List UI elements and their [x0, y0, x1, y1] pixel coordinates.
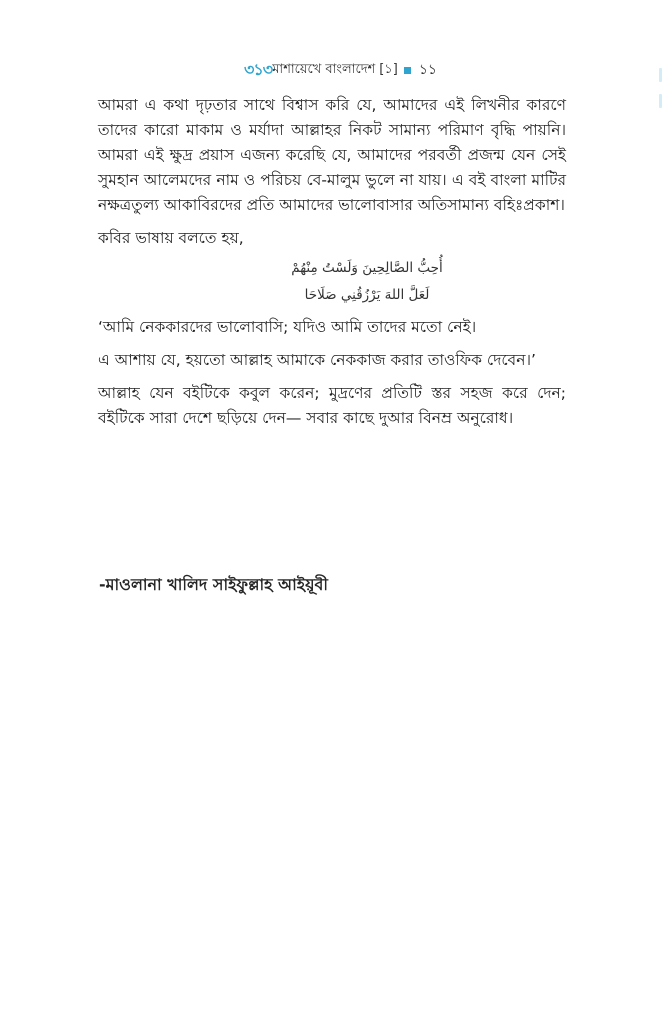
verse-translation-line-1: ‘আমি নেককারদের ভালোবাসি; যদিও আমি তাদের মতো নেই।: [98, 318, 477, 336]
verse-translation-line-2: এ আশায় যে, হয়তো আল্লাহ আমাকে নেককাজ করার তাওফিক দেবেন।’: [98, 351, 536, 369]
edge-tab-mark: [659, 94, 662, 108]
volume-number: [১]: [379, 61, 398, 77]
author-signature: -মাওলানা খালিদ সাইফুল্লাহ আইয়ূবী: [99, 575, 329, 594]
edge-tab-mark: [659, 68, 662, 82]
running-header-inner: [244, 57, 437, 84]
page-body: [98, 93, 566, 431]
arabic-verse-line-1: أُحِبُّ الصَّالِحِينَ وَلَسْتُ مِنْهُمْ: [291, 260, 443, 276]
arabic-verse: [98, 255, 566, 309]
book-title: মাশায়েখে বাংলাদেশ: [272, 61, 376, 77]
poem-intro: কবির ভাষায় বলতে হয়,: [98, 229, 244, 247]
page-edge-marks: [659, 68, 663, 120]
square-bullet-icon: [404, 67, 411, 74]
arabic-verse-line-2: لَعَلَّ اللهَ يَرْزُقُنِي صَلَاحَا: [304, 287, 430, 303]
intro-paragraph: আমরা এ কথা দৃঢ়তার সাথে বিশ্বাস করি যে, আমাদের এই লিখনীর কারণে তাদের কারো মাকাম ও মর্যাদা আল্লাহর নিকট সামান্য পরিমাণ বৃদ্ধি পায়নি। আমরা এই ক্ষুদ্র প্রয়াস এজন্য করেছি যে, আমাদের পরবর্তী প্রজন্ম যেন সেই সুমহান আলেমদের নাম ও পরিচয় বে-মালুম ভুলে না যায়। এ বই বাংলা মাটির নক্ষত্রতুল্য আকাবিরদের প্রতি আমাদের ভালোবাসার অতিসামান্য বহিঃপ্রকাশ।: [98, 96, 566, 214]
closing-prayer-paragraph: আল্লাহ যেন বইটিকে কবুল করেন; মুদ্রণের প্রতিটি স্তর সহজ করে দেন; বইটিকে সারা দেশে ছড়িয়ে দেন— সবার কাছে দুআর বিনম্র অনুরোধ।: [98, 384, 566, 427]
page-number: ১১: [418, 62, 437, 78]
book-logo: ৩১৩: [244, 59, 273, 79]
running-header: [0, 58, 663, 82]
